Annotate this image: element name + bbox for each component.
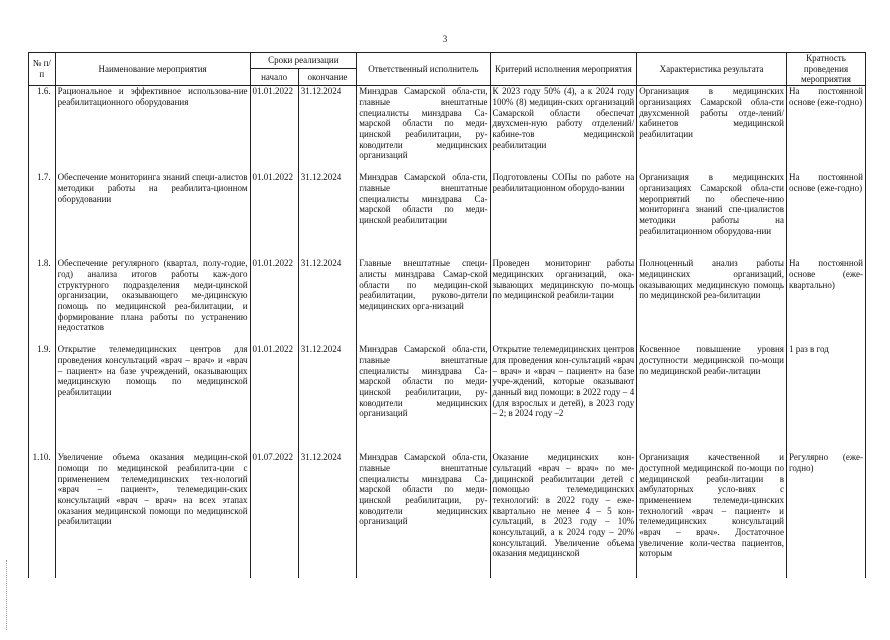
row-start: 01.01.2022 bbox=[250, 344, 298, 452]
row-name: Увеличение объема оказания медицин-ской помощи по медицинской реабилита-ции с применением телемедицинских тех-нологий «врач – пациент», телемедицин-ских консультаций «врач – врач» на всех этапах оказания медицинской помощи по медицинской реабилитации bbox=[55, 452, 250, 578]
row-criterion: Оказание медицинских кон-сультаций «врач – врач» по ме-дицинской реабилитации детей с помощью телемедицинских технологий: в 2022 году – еже-квартально не менее 4 – 5 кон-сультаций, в 2023 году – 10% консультаций, а к 2024 году – 20% консультаций. Увеличение объема оказания медицинской bbox=[490, 452, 637, 578]
header-name: Наименование мероприятия bbox=[55, 53, 250, 86]
row-criterion: Проведен мониторинг работы медицинских организаций, ока-зывающих медицинскую по-мощь по медицинской реабили-тации bbox=[490, 258, 637, 344]
row-frequency: На постоянной основе (еже-годно) bbox=[786, 172, 865, 258]
header-criterion: Критерий исполнения мероприятия bbox=[490, 53, 637, 86]
row-name: Рациональное и эффективное использова-ние реабилитационного оборудования bbox=[55, 86, 250, 173]
activities-table bbox=[28, 52, 866, 578]
table-row bbox=[29, 86, 866, 173]
header-end: окончание bbox=[298, 69, 356, 86]
row-criterion: Подготовлены СОПы по работе на реабилитационном оборудо-вании bbox=[490, 172, 637, 258]
table-row bbox=[29, 172, 866, 258]
header-start: начало bbox=[250, 69, 298, 86]
header-terms: Сроки реализации bbox=[250, 53, 357, 69]
row-end: 31.12.2024 bbox=[298, 172, 356, 258]
row-criterion: К 2023 году 50% (4), а к 2024 году 100% (8) медицин-ских организаций Самарской области обеспечат двухсмен-ную работу отделений/кабине-тов медицинской реабилитации bbox=[490, 86, 637, 173]
header-frequency: Кратность проведения мероприятия bbox=[786, 53, 865, 86]
header-responsible: Ответственный исполнитель bbox=[357, 53, 490, 86]
row-num: 1.10. bbox=[29, 452, 56, 578]
header-result: Характеристика результата bbox=[637, 53, 787, 86]
row-name: Обеспечение регулярного (квартал, полу-годие, год) анализа итогов работы каж-дого структурного подразделения меди-цинской организации, оказывающего ме-дицинскую помощь по медицинской реа-билитации, и формирование плана работы по устранению недостатков bbox=[55, 258, 250, 344]
row-responsible: Минздрав Самарской обла-сти, главные внештатные специалисты минздрава Са-марской области по меди-цинской реабилитации, ру-ководители медицинских организаций bbox=[357, 452, 490, 578]
row-end: 31.12.2024 bbox=[298, 86, 356, 173]
row-frequency: Регулярно (еже-годно) bbox=[786, 452, 865, 578]
row-num: 1.8. bbox=[29, 258, 56, 344]
row-result: Косвенное повышение уровня доступности медицинской по-мощи по медицинской реаби-литации bbox=[637, 344, 787, 452]
row-responsible: Минздрав Самарской обла-сти, главные внештатные специалисты минздрава Са-марской области по меди-цинской реабилитации, ру-ководители медицинских организаций bbox=[357, 344, 490, 452]
row-responsible: Минздрав Самарской обла-сти, главные внештатные специалисты минздрава Са-марской области по меди-цинской реабилитации, ру-ководители медицинских организаций bbox=[357, 86, 490, 173]
row-start: 01.01.2022 bbox=[250, 172, 298, 258]
row-start: 01.01.2022 bbox=[250, 258, 298, 344]
row-name: Обеспечение мониторинга знаний специ-алистов методики работы на реабилита-ционном оборудовании bbox=[55, 172, 250, 258]
row-result: Организация в медицинских организациях Самарской обла-сти мероприятий по обеспече-нию мониторинга знаний спе-циалистов методики работы на реабилитационном оборудова-нии bbox=[637, 172, 787, 258]
page-number: 3 bbox=[442, 34, 448, 44]
row-name: Открытие телемедицинских центров для проведения консультаций «врач – врач» и «врач – пациент» на базе учреждений, оказывающих медицинскую помощь по медицинской реабилитации bbox=[55, 344, 250, 452]
header-num: № п/п bbox=[29, 53, 56, 86]
table-row bbox=[29, 258, 866, 344]
row-responsible: Минздрав Самарской обла-сти, главные внештатные специалисты минздрава Са-марской области по меди-цинской реабилитации bbox=[357, 172, 490, 258]
row-num: 1.9. bbox=[29, 344, 56, 452]
row-num: 1.6. bbox=[29, 86, 56, 173]
row-start: 01.01.2022 bbox=[250, 86, 298, 173]
row-result: Организация в медицинских организациях Самарской обла-сти двухсменной работы отде-лений/кабинетов медицинской реабилитации bbox=[637, 86, 787, 173]
row-result: Организация качественной и доступной медицинской по-мощи по медицинской реаби-литации в амбулаторных усло-виях с применением телемеди-цинских технологий «врач – пациент» и телемедицинских консультаций «врач – врач». Достаточное увеличение коли-чества пациентов, которым bbox=[637, 452, 787, 578]
row-frequency: 1 раз в год bbox=[786, 344, 865, 452]
table-header bbox=[29, 53, 866, 86]
table-row bbox=[29, 344, 866, 452]
row-end: 31.12.2024 bbox=[298, 344, 356, 452]
row-result: Полноценный анализ работы медицинских организаций, оказывающих медицинскую помощь по медицинской реа-билитации bbox=[637, 258, 787, 344]
row-responsible: Главные внештатные специ-алисты минздрава Самар-ской области по медицин-ской реабилитации, руково-дители медицинских орга-низаций bbox=[357, 258, 490, 344]
row-end: 31.12.2024 bbox=[298, 452, 356, 578]
row-criterion: Открытие телемедицинских центров для проведения кон-сультаций «врач – врач» и «врач – пациент» на базе учре-ждений, которые оказывают данный вид помощи: в 2022 году – 4 (для взрослых и детей), в 2023 году – 2; в 2024 году –2 bbox=[490, 344, 637, 452]
row-frequency: На постоянной основе (еже-годно) bbox=[786, 86, 865, 173]
row-start: 01.07.2022 bbox=[250, 452, 298, 578]
row-num: 1.7. bbox=[29, 172, 56, 258]
row-end: 31.12.2024 bbox=[298, 258, 356, 344]
row-frequency: На постоянной основе (еже-квартально) bbox=[786, 258, 865, 344]
table-row bbox=[29, 452, 866, 578]
scan-edge-marks bbox=[6, 560, 9, 630]
